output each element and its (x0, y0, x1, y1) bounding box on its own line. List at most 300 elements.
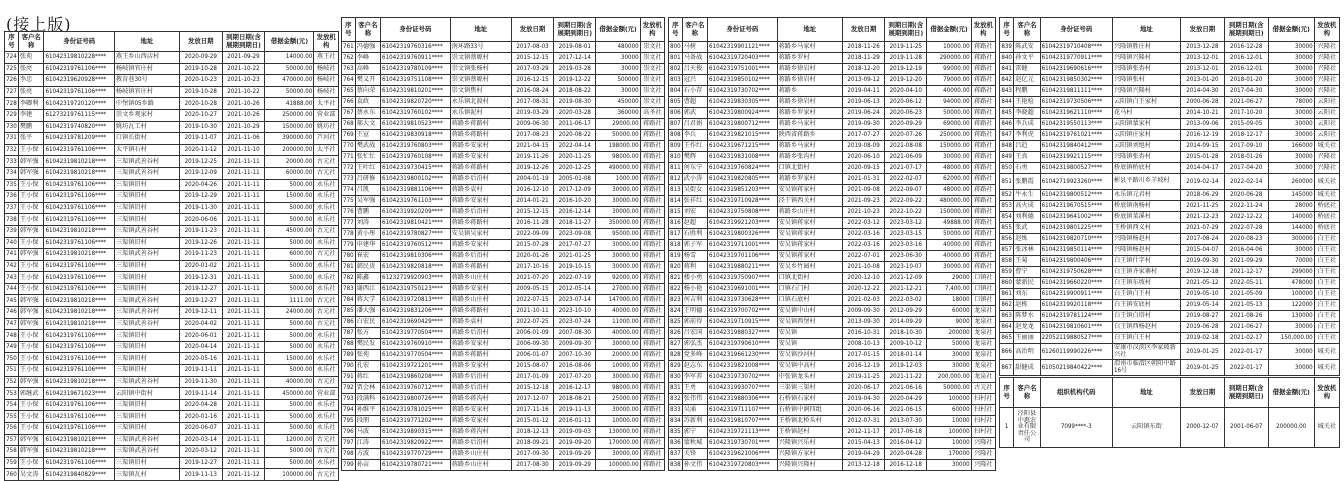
cell-due-date: 2021-10-23 (222, 75, 265, 87)
table-row (669, 152, 996, 163)
header-customer-name: 客户名称 (18, 32, 44, 52)
cell-due-date: 2021-11-11 (222, 457, 265, 469)
cell-issue-date: 2017-10-16 (511, 262, 553, 273)
cell-address: 桥底镇南杨村 (1112, 201, 1180, 212)
cell-customer-name: 王小保 (18, 272, 44, 284)
cell-amount: 92000.00 (596, 273, 640, 284)
cell-customer-name: 孔宏 (355, 361, 380, 372)
cell-id-number: 61042319860208**** (381, 372, 451, 383)
table-row (1000, 86, 1340, 97)
table-row (5, 133, 339, 145)
cell-customer-name: 蒋红 (355, 372, 380, 383)
cell-due-date: 2018-08-21 (554, 394, 596, 405)
cell-issue-date: 2020-09-29 (179, 52, 222, 64)
cell-amount: 144000 (1268, 223, 1314, 234)
cell-seq: 799 (342, 460, 356, 471)
cell-address: 三渠镇旧村 (114, 365, 179, 377)
cell-due-date: 2022-10-22 (885, 207, 927, 218)
cell-branch: 城关社 (1314, 360, 1339, 376)
header-address: 地址 (1112, 378, 1180, 408)
cell-address: 三渠镇旧村 (114, 423, 179, 435)
cell-id-number: 61042319850102**** (708, 75, 778, 86)
cell-seq: 768 (342, 119, 356, 130)
cell-seq: 792 (342, 383, 356, 394)
cell-seq: 823 (669, 295, 683, 306)
cell-seq: 832 (669, 394, 683, 405)
cell-address: 兴隆镇兴隆村 (1112, 53, 1180, 64)
table-row (342, 306, 665, 317)
cell-id-number: 61042319761106**** (44, 272, 114, 284)
header-due-date: 到期日期(含展期到期日) (1224, 378, 1268, 408)
cell-amount: 100000 (927, 394, 971, 405)
table-row (342, 284, 665, 295)
cell-address: 云阳镇刘旭村 (1112, 141, 1180, 152)
cell-id-number: 61042719923260**** (1040, 174, 1112, 190)
cell-amount: 5000.00 (265, 330, 314, 342)
cell-branch: 兴隆社 (1314, 42, 1339, 53)
cell-issue-date: 2013-12-28 (1180, 42, 1224, 53)
cell-issue-date: 2017-08-03 (511, 42, 553, 53)
cell-id-number: 61042319760512**** (381, 240, 451, 251)
cell-customer-name: 吕宏国 (682, 328, 707, 339)
cell-address: 蒋路乡安家村 (450, 339, 511, 350)
cell-address: 蒋路乡安家村 (450, 240, 511, 251)
cell-due-date: 2016-04-12 (885, 438, 927, 449)
cell-due-date: 2020-04-29 (885, 394, 927, 405)
cell-customer-name: 泾阳县中惠农业有限责任公司 (1014, 408, 1040, 448)
cell-address: 三渠镇武善谷村 (114, 318, 179, 330)
cell-issue-date: 2021-01-31 (843, 174, 885, 185)
table-row (669, 405, 996, 416)
cell-branch: 永乐社 (314, 341, 339, 353)
cell-issue-date: 2019-04-30 (843, 394, 885, 405)
table-row (5, 423, 339, 435)
cell-due-date: 2022-09-07 (885, 185, 927, 196)
cell-amount: 12000.00 (265, 434, 314, 446)
cell-due-date: 2022-04-14 (554, 141, 596, 152)
cell-amount: 40000.00 (596, 306, 640, 317)
cell-id-number: 61042319761106**** (44, 365, 114, 377)
cell-due-date: 2021-11-11 (222, 376, 265, 388)
cell-branch: 白王社 (1314, 245, 1339, 256)
cell-customer-name: 张忙忙 (355, 152, 380, 163)
cell-issue-date: 2019-05-10 (1180, 289, 1224, 300)
table-row (5, 469, 339, 481)
cell-seq: 742 (5, 260, 19, 272)
cell-address: 三渠镇旧村 (114, 260, 179, 272)
cell-id-number: 61042319711107**** (708, 405, 778, 416)
cell-issue-date: 2019-11-30 (179, 376, 222, 388)
cell-customer-name: 雷健 (1014, 64, 1040, 75)
cell-issue-date: 2020-10-27 (179, 109, 222, 121)
cell-amount: 30000 (927, 361, 971, 372)
cell-due-date: 2022-07-19 (554, 273, 596, 284)
cell-id-number: 61042319831008**** (708, 152, 778, 163)
cell-customer-name: 李兵成 (1014, 119, 1040, 130)
cell-address: 白王镇东坡村 (1112, 278, 1180, 289)
cell-due-date: 2022-02-07 (885, 174, 927, 185)
cell-branch: 白王社 (1314, 333, 1339, 344)
cell-address: 蒋路乡蒋路村 (450, 163, 511, 174)
cell-issue-date: 2015-01-12 (511, 416, 553, 427)
cell-customer-name: 张武 (1014, 223, 1040, 234)
cell-customer-name: 吕天俊 (682, 64, 707, 75)
cell-amount: 30000 (1268, 344, 1314, 360)
cell-branch: 白王社 (1314, 256, 1339, 267)
cell-due-date: 2021-06-27 (1224, 322, 1268, 333)
cell-issue-date: 2013-12-18 (843, 460, 885, 471)
cell-customer-name: 张苑 (355, 350, 380, 361)
cell-branch: 蒋路社 (640, 383, 664, 394)
cell-seq: 817 (669, 229, 683, 240)
cell-customer-name: 张方 (355, 328, 380, 339)
cell-amount: 200,000.00 (927, 372, 971, 383)
cell-address: 三渠镇旧村 (114, 179, 179, 191)
cell-branch: 古元社 (971, 383, 995, 394)
cell-address: 安吴镇沙河村 (777, 350, 842, 361)
table-row (1000, 174, 1340, 190)
cell-customer-name: 樊武战 (355, 141, 380, 152)
table-row (5, 98, 339, 110)
cell-address: 蒋路乡罗家村 (777, 174, 842, 185)
cell-due-date: 2020-09-29 (885, 119, 927, 130)
cell-customer-name: 蒙秋城 (682, 438, 707, 449)
cell-issue-date: 2021-07-29 (1180, 223, 1224, 234)
cell-due-date: 2017-04-30 (1224, 86, 1268, 97)
cell-id-number: 61042319761106**** (44, 260, 114, 272)
cell-id-number: 61042319800326**** (708, 229, 778, 240)
cell-due-date: 2011-06-17 (554, 119, 596, 130)
ledger-block-3 (668, 17, 996, 471)
cell-branch: 蒋路社 (971, 75, 995, 86)
cell-branch: 蒋路社 (640, 240, 664, 251)
cell-amount: 99000.00 (927, 64, 971, 75)
cell-seq: 784 (342, 295, 356, 306)
cell-customer-name: 王小保 (18, 365, 44, 377)
table-row (669, 416, 996, 427)
table-row (1000, 141, 1340, 152)
cell-customer-name: 王菊 (1014, 256, 1040, 267)
cell-issue-date: 2019-12-26 (179, 237, 222, 249)
cell-id-number: 61042319830918**** (381, 130, 451, 141)
cell-seq: 738 (5, 214, 19, 226)
cell-customer-name: 吕君娟 (682, 119, 707, 130)
cell-id-number: 61042319770729**** (381, 449, 451, 460)
header-id-number: 身份证号码 (1040, 18, 1112, 42)
cell-due-date: 2021-10-22 (222, 86, 265, 98)
cell-due-date: 2021-11-22 (885, 372, 927, 383)
cell-branch: 崇文社 (640, 86, 664, 97)
cell-issue-date: 2019-12-31 (179, 272, 222, 284)
cell-customer-name: 楼小勇 (682, 273, 707, 284)
cell-id-number: 61042319821008**** (708, 361, 778, 372)
cell-branch: 蒋路社 (640, 163, 664, 174)
cell-address: 蒋路乡蒋路村 (450, 306, 511, 317)
cell-id-number: 61042319761106**** (44, 411, 114, 423)
cell-seq: 761 (342, 42, 356, 53)
cell-due-date: 2021-10-29 (222, 121, 265, 133)
cell-due-date: 2021-11-11 (222, 167, 265, 179)
cell-issue-date: 2013-09-30 (843, 317, 885, 328)
table-row (342, 438, 665, 449)
cell-customer-name: 蒙新民 (1014, 278, 1040, 289)
cell-id-number: 61042319810218**** (44, 446, 114, 458)
table-row (669, 273, 996, 284)
cell-issue-date: 2020-04-02 (179, 318, 222, 330)
cell-amount: 390000.00 (265, 133, 314, 145)
cell-amount: 10000 (927, 416, 971, 427)
cell-customer-name: 石小存 (682, 86, 707, 97)
cell-amount: 166000 (1268, 141, 1314, 152)
cell-address: 三渠镇武善谷村 (114, 156, 179, 168)
cell-amount: 30000 (927, 460, 971, 471)
cell-id-number: 61042319730702**** (708, 372, 778, 383)
table-row (5, 214, 339, 226)
cell-customer-name: 王小保 (18, 423, 44, 435)
header-issue-date: 发放日期 (843, 18, 885, 42)
cell-customer-name: 李利虎 (1014, 130, 1040, 141)
cell-seq: 756 (5, 423, 19, 435)
cell-seq: 819 (669, 251, 683, 262)
cell-id-number: 61042319920118**** (1040, 300, 1112, 311)
cell-address: 兴隆镇兴隆村 (777, 460, 842, 471)
cell-id-number: 61042319920209**** (381, 207, 451, 218)
cell-amount: 6000.00 (265, 249, 314, 261)
cell-address: 三渠镇武善谷村 (114, 295, 179, 307)
cell-amount: 30000.00 (927, 262, 971, 273)
cell-due-date: 2020-07-26 (885, 130, 927, 141)
cell-seq: 840 (1000, 53, 1014, 64)
cell-address: 蒋路乡马家村 (777, 42, 842, 53)
table-row (1000, 408, 1340, 448)
cell-due-date: 2021-11-11 (222, 156, 265, 168)
cell-address: 永乐镇元君村 (1112, 190, 1180, 201)
cell-due-date: 2020-08-23 (1224, 234, 1268, 245)
cell-address: 王桥镇西义村 (1112, 223, 1180, 234)
cell-issue-date: 2019-11-07 (179, 133, 222, 145)
cell-seq: 803 (669, 75, 683, 86)
cell-seq: 776 (342, 207, 356, 218)
cell-customer-name: 曹鹏 (355, 207, 380, 218)
header-id-number: 身份证号码 (708, 18, 778, 42)
cell-issue-date: 2000-12-07 (1180, 408, 1224, 448)
cell-seq: 759 (5, 457, 19, 469)
cell-due-date: 2021-11-11 (222, 330, 265, 342)
cell-branch: 蒋路社 (971, 119, 995, 130)
cell-address: 口镇长街村 (114, 133, 179, 145)
cell-issue-date: 2019-12-25 (179, 156, 222, 168)
cell-issue-date: 2022-07-01 (843, 251, 885, 262)
cell-amount: 30000.00 (596, 262, 640, 273)
table-header (5, 32, 339, 52)
cell-id-number: 61042319810218**** (44, 434, 114, 446)
cell-customer-name: 蔡永东 (355, 108, 380, 119)
header-branch: 发放机构 (1314, 18, 1339, 42)
cell-branch: 蒋路社 (640, 229, 664, 240)
cell-id-number: 61042319761106**** (44, 341, 114, 353)
cell-branch: 太平社 (314, 98, 339, 110)
cell-amount: 150,000.00 (1268, 333, 1314, 344)
table-row (1000, 344, 1340, 360)
cell-customer-name: 赵栋 (1014, 300, 1040, 311)
table-row (342, 383, 665, 394)
cell-amount: 198000.00 (596, 141, 640, 152)
cell-id-number: 61042319750628**** (1040, 267, 1112, 278)
cell-customer-name: 蒋大学 (355, 295, 380, 306)
cell-issue-date: 2019-08-27 (1180, 311, 1224, 322)
cell-branch: 杨岐社 (314, 75, 339, 87)
cell-due-date: 2022-07-28 (1224, 223, 1268, 234)
cell-amount: 130000 (1268, 311, 1314, 322)
cell-due-date: 2019-03-28 (554, 64, 596, 75)
cell-branch: 城关社 (1314, 344, 1339, 360)
cell-seq: 802 (669, 64, 683, 75)
cell-address: 兴隆镇方家村 (777, 449, 842, 460)
cell-seq: 733 (5, 156, 19, 168)
cell-issue-date: 2012-07-31 (843, 416, 885, 427)
cell-customer-name: 王小保 (18, 260, 44, 272)
cell-address: 安吴镇 (777, 328, 842, 339)
cell-amount: 30000.00 (596, 240, 640, 251)
cell-branch: 蒋路社 (640, 273, 664, 284)
cell-issue-date: 2020-04-28 (179, 399, 222, 411)
cell-due-date: 2020-06-23 (885, 108, 927, 119)
cell-issue-date: 2018-12-20 (843, 64, 885, 75)
cell-issue-date: 2017-08-24 (1180, 234, 1224, 245)
cell-id-number: 61042319751108**** (381, 75, 451, 86)
cell-customer-name: 郭前得 (682, 317, 707, 328)
cell-amount: 30000.00 (596, 185, 640, 196)
cell-issue-date: 2020-06-01 (179, 330, 222, 342)
table-row (5, 411, 339, 423)
table-row (1000, 108, 1340, 119)
table-row (669, 97, 996, 108)
cell-issue-date: 2020-06-06 (179, 214, 222, 226)
cell-id-number: 61042319761106**** (44, 144, 114, 156)
cell-due-date: 2019-09-29 (554, 460, 596, 471)
cell-amount: 30000 (596, 53, 640, 64)
cell-id-number: 61042319810218**** (44, 225, 114, 237)
cell-amount: 200000 (927, 328, 971, 339)
cell-amount: 100000.00 (596, 460, 640, 471)
cell-issue-date: 2006-09-30 (511, 339, 553, 350)
cell-seq: 824 (669, 306, 683, 317)
cell-issue-date: 2021-10-23 (843, 207, 885, 218)
cell-id-number: 61042319781124**** (1040, 311, 1112, 322)
table-row (5, 144, 339, 156)
cell-address: 三渠镇旧村 (114, 399, 179, 411)
cell-address: 白王镇安底村 (1112, 300, 1180, 311)
cell-due-date: 2021-06-15 (885, 405, 927, 416)
cell-due-date: 2021-11-11 (222, 272, 265, 284)
cell-due-date: 2021-06-09 (885, 152, 927, 163)
cell-branch: 杨岐社 (314, 63, 339, 75)
cell-customer-name: 樊民发 (355, 339, 380, 350)
table-row (669, 229, 996, 240)
cell-id-number: 61042319820922**** (381, 438, 451, 449)
table-row (669, 394, 996, 405)
cell-branch: 蒋路社 (640, 284, 664, 295)
cell-id-number: 61042319761021**** (1040, 130, 1112, 141)
cell-issue-date: 2020-06-07 (179, 423, 222, 435)
cell-amount: 50000.00 (927, 383, 971, 394)
cell-id-number: 61042319900911**** (1040, 289, 1112, 300)
cell-amount: 170000.00 (596, 438, 640, 449)
cell-due-date: 2018-01-14 (885, 350, 927, 361)
cell-amount: 41888.00 (265, 98, 314, 110)
header-id-number: 身份证号码 (44, 32, 114, 52)
cell-address: 口镇北街村 (777, 163, 842, 174)
table-row (5, 341, 339, 353)
cell-address: 安吴镇 (777, 339, 842, 350)
cell-issue-date: 2022-09-09 (511, 229, 553, 240)
header-due-date: 到期日期(含展期到期日) (554, 18, 596, 42)
cell-amount: 48000.00 (927, 163, 971, 174)
cell-address: 杨岐镇官庄村 (114, 86, 179, 98)
cell-branch: 永乐社 (314, 191, 339, 203)
cell-id-number: 61042319660220**** (1040, 278, 1112, 289)
table-row (1000, 360, 1340, 376)
cell-id-number: 61042319780109**** (381, 64, 451, 75)
cell-issue-date: 2017-03-29 (511, 64, 553, 75)
cell-address: 兴隆镇杨赵村 (1112, 234, 1180, 245)
cell-id-number: 61042319810601**** (1040, 322, 1112, 333)
cell-address: 三渠镇武善谷村 (114, 434, 179, 446)
cell-due-date: 2021-11-11 (222, 225, 265, 237)
cell-issue-date: 2019-12-29 (179, 191, 222, 203)
cell-customer-name: 方波 (355, 449, 380, 460)
cell-branch: 蒋路社 (971, 196, 995, 207)
cell-address: 蒋路乡徐岩村 (777, 75, 842, 86)
cell-amount: 5000.00 (265, 365, 314, 377)
cell-address: 蒋路乡后沿村 (450, 383, 511, 394)
cell-id-number: 61042319880211**** (708, 262, 778, 273)
cell-seq: 744 (5, 283, 19, 295)
cell-id-number: 61042319811111**** (1040, 86, 1112, 97)
cell-issue-date: 2017-08-31 (511, 97, 553, 108)
cell-id-number: 61042319771202**** (381, 416, 451, 427)
cell-due-date: 2017-07-20 (554, 372, 596, 383)
table-row (342, 141, 665, 152)
cell-due-date: 2007-10-30 (554, 350, 596, 361)
cell-customer-name: 郭弘杰 (682, 339, 707, 350)
cell-branch: 古元社 (314, 307, 339, 319)
cell-customer-name: 吕研修 (355, 174, 380, 185)
cell-id-number: 61042319760910**** (381, 339, 451, 350)
cell-branch: 蒋路社 (971, 262, 995, 273)
cell-address: 南环路33号 (450, 42, 511, 53)
cell-amount: 30000 (1268, 75, 1314, 86)
table-row (669, 449, 996, 460)
cell-seq: 791 (342, 372, 356, 383)
table-row (342, 416, 665, 427)
cell-seq: 746 (5, 307, 19, 319)
cell-seq: 850 (1000, 163, 1014, 174)
loan-table (999, 17, 1340, 376)
cell-issue-date: 2020-10-23 (179, 75, 222, 87)
cell-seq: 774 (342, 185, 356, 196)
cell-due-date: 2021-11-11 (222, 341, 265, 353)
cell-seq: 835 (669, 427, 683, 438)
cell-due-date: 2017-12-14 (554, 53, 596, 64)
cell-id-number: 61042319810218**** (44, 307, 114, 319)
cell-id-number: 61042319800924**** (708, 108, 778, 119)
cell-branch: 太平社 (314, 144, 339, 156)
cell-seq: 852 (1000, 190, 1014, 201)
cell-branch: 龙泉社 (971, 361, 995, 372)
table-row (342, 108, 665, 119)
cell-seq: 779 (342, 240, 356, 251)
